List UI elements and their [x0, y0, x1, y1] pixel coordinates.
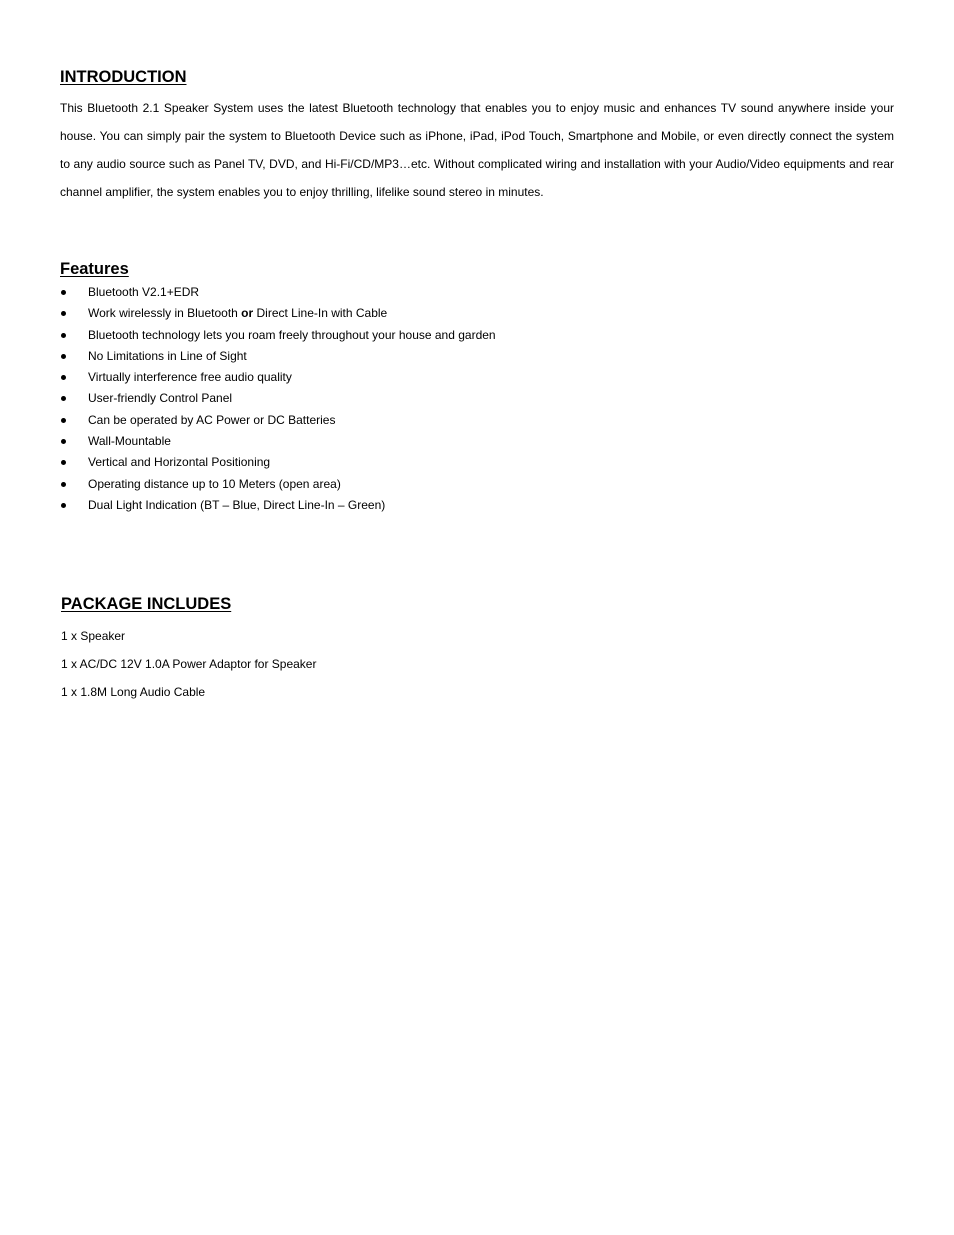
feature-item: Virtually interference free audio quality [60, 367, 894, 388]
introduction-heading: INTRODUCTION [60, 68, 187, 86]
bullet-icon [61, 354, 66, 359]
bullet-icon [61, 375, 66, 380]
bullet-icon [61, 311, 66, 316]
package-list [61, 622, 316, 706]
package-item: 1 x Speaker [61, 629, 126, 643]
package-item: 1 x 1.8M Long Audio Cable [61, 685, 206, 699]
features-list [60, 282, 894, 516]
package-heading: PACKAGE INCLUDES [61, 595, 232, 613]
package-item: 1 x AC/DC 12V 1.0A Power Adaptor for Speaker [61, 657, 317, 671]
feature-item: No Limitations in Line of Sight [60, 346, 894, 367]
feature-item: Operating distance up to 10 Meters (open area) [60, 474, 894, 495]
bullet-icon [61, 482, 66, 487]
introduction-paragraph: This Bluetooth 2.1 Speaker System uses the latest Bluetooth technology that enables you to enjoy music and enhances TV sound anywhere inside your house. You can simply pair the system to Bluetooth Device such as iPhone, iPad, iPod Touch, Smartphone and Mobile, or even directly connect the system to any audio source such as Panel TV, DVD, and Hi-Fi/CD/MP3…etc. Without complicated wiring and installation with your Audio/Video equipments and rear channel amplifier, the system enables you to enjoy thrilling, lifelike sound stereo in minutes. [60, 101, 894, 199]
bullet-icon [61, 396, 66, 401]
bullet-icon [61, 333, 66, 338]
bullet-icon [61, 460, 66, 465]
features-heading: Features [60, 260, 129, 278]
feature-item: Can be operated by AC Power or DC Batteries [60, 410, 894, 431]
bullet-icon [61, 290, 66, 295]
feature-item: Wall-Mountable [60, 431, 894, 452]
feature-item: Vertical and Horizontal Positioning [60, 452, 894, 473]
feature-item: User-friendly Control Panel [60, 388, 894, 409]
feature-item: Bluetooth V2.1+EDR [60, 282, 894, 303]
feature-item: Work wirelessly in Bluetooth or Direct Line-In with Cable [60, 303, 894, 324]
feature-item: Dual Light Indication (BT – Blue, Direct Line-In – Green) [60, 495, 894, 516]
bullet-icon [61, 418, 66, 423]
bullet-icon [61, 439, 66, 444]
bullet-icon [61, 503, 66, 508]
feature-item: Bluetooth technology lets you roam freely throughout your house and garden [60, 325, 894, 346]
